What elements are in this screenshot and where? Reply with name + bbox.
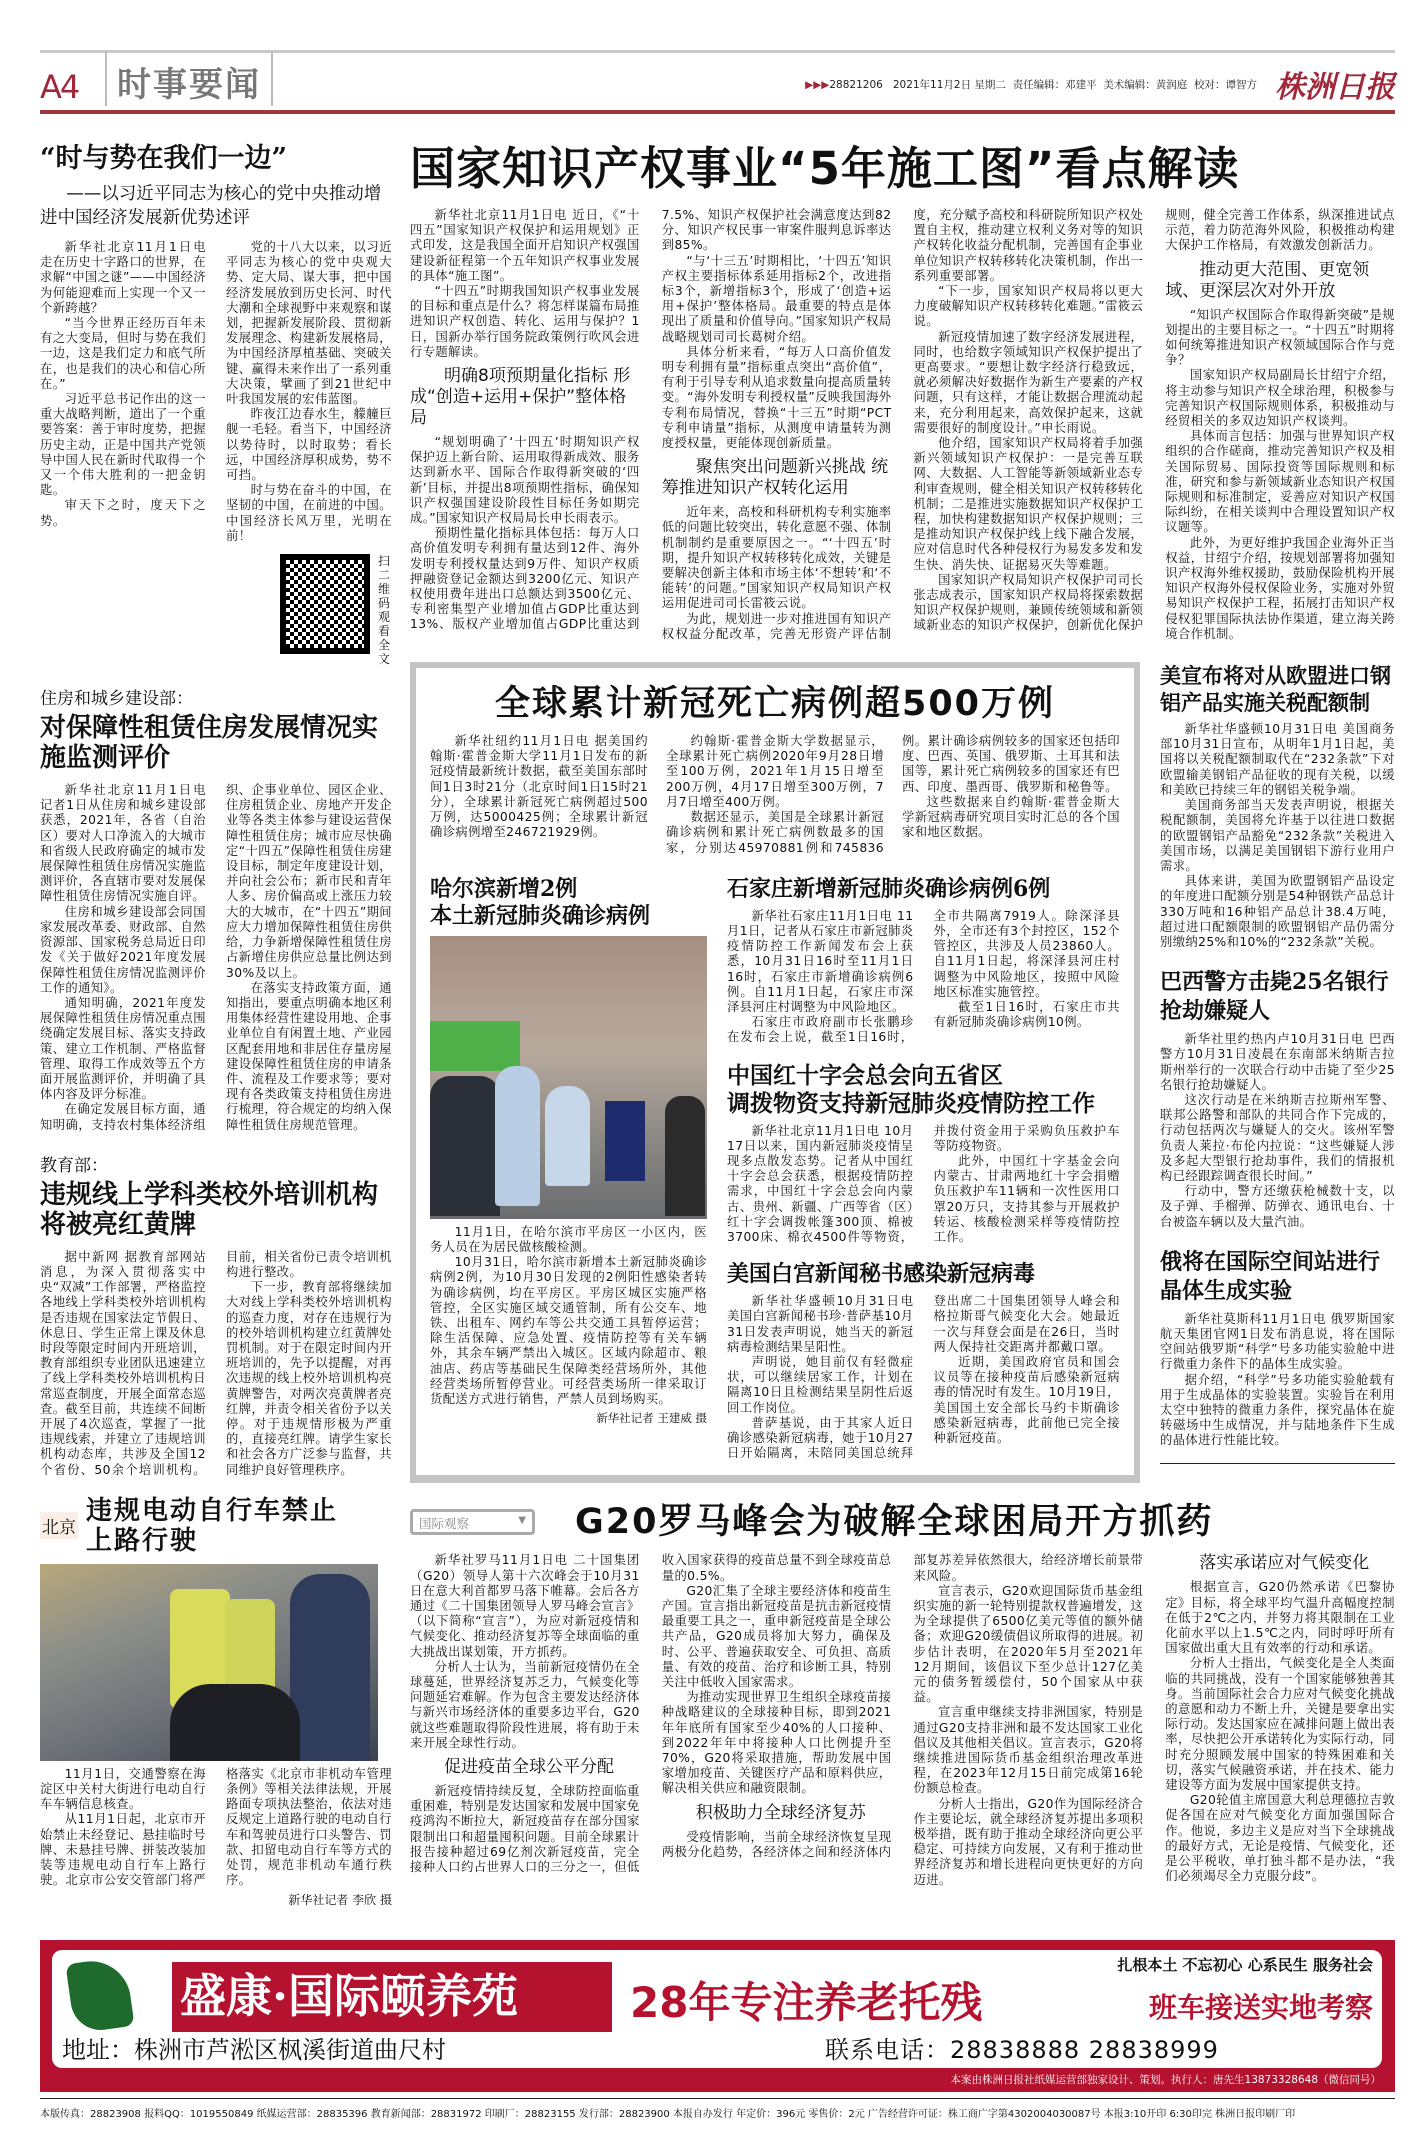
harbin-article	[430, 876, 707, 1426]
brazil-headline: 巴西警方击毙25名银行抢劫嫌疑人	[1160, 969, 1389, 1025]
beijing-credit: 新华社记者 李欣 摄	[288, 1893, 392, 1908]
sjz-headline: 石家庄新增新冠肺炎确诊病例6例	[727, 875, 1051, 902]
covid-news-column	[727, 876, 1120, 1462]
paragraph: 新华社石家庄11月1日电 11月1日，记者从石家庄市新冠肺炎疫情防控工作新闻发布会上获悉，10月31日16时至11月1日16时，石家庄市新增确诊病例6例。自11月1日起，石家庄市深泽县河庄村调整为中风险地区。	[727, 908, 914, 1014]
paragraph: 普萨基说，由于其家人近日确诊感染新冠病毒，她于10月27日开始隔离，未陪同美国总统拜登出席二十国集团领导人峰会和格拉斯哥气候变化大会。她最近一次与拜登会面是在26日，当时两人保持社交距离并都戴口罩。	[727, 1294, 1120, 1461]
paragraph: 时与势在奋斗的中国，在坚韧的中国，在前进的中国。中国经济长风万里，光明在前！	[226, 483, 392, 543]
housing-article	[40, 684, 392, 1133]
subheading: 推动更大范围、更宽领域、更深层次对外开放	[1165, 259, 1370, 301]
harbin-caption	[430, 1225, 707, 1407]
beijing-caption	[40, 1767, 392, 1889]
ad-slogan: 28年专注养老托残	[630, 1978, 983, 2028]
paragraph: 这次行动是在米纳斯吉拉斯州军警、联邦公路警和部队的共同合作下完成的，行动包括两次与嫌疑人的交火。该州军警负责人莱拉·布伦内拉说：“这些嫌疑人涉及多起大型银行抢劫事件，我们的情报机构已经跟踪调查很长时间。”	[1160, 1092, 1395, 1183]
covid-box	[410, 662, 1140, 1483]
sjz-body	[727, 909, 1120, 1046]
page-header	[40, 53, 1395, 110]
paragraph: 具体分析来看，“每万人口高价值发明专利拥有量”指标重点突出“高价值”，有利于引导专利从追求数量向提高质量转变。“海外发明专利授权量”反映我国海外专利布局情况，替换“十三五”时期“PCT专利申请量”指标，从测度申请量转为测度授权量，更能体现创新质量。	[661, 344, 892, 451]
lead-body	[40, 240, 392, 544]
main-content	[40, 142, 1395, 1926]
paragraph: G20汇集了全球主要经济体和疫苗生产国。宣言指出新冠疫苗是抗击新冠疫情最重要工具之一，重申新冠疫苗是全球公共产品，G20成员将加大努力，确保及时、公平、普遍获取安全、可负担、高质量、有效的疫苗、治疗和诊断工具，特别关注中低收入国家需求。	[661, 1583, 892, 1690]
page-number: A4	[40, 68, 79, 106]
housing-body	[40, 783, 392, 1133]
paragraph: 新冠疫情持续反复，全球防控面临重重困难，特别是发达国家和发展中国家免疫鸿沟不断拉大，新冠疫苗存在部分国家限制出口和超量囤积问题。目前全球累计报告接种超过69亿剂次新冠疫苗，完全接种人口约占世界人口的三分之一，但低收入国家获得的疫苗总量不到全球疫苗总量的0.5%。	[410, 1553, 892, 1875]
paragraph: 11月1日，在哈尔滨市平房区一小区内，医务人员在为居民做核酸检测。	[430, 1224, 707, 1254]
paragraph: 新华社北京11月1日电 10月17日以来，国内新冠肺炎疫情呈现多点散发态势。记者从中国红十字会总会获悉，根据疫情防控需求，中国红十字会总会向内蒙古、贵州、新疆、广西等省（区）红十字会调拨帐篷300顶、棉被3700床、棉衣4500件等物资，并拨付资金用于采购负压救护车等防疫物资。	[727, 1123, 1120, 1244]
paragraph: 具体而言包括：加强与世界知识产权组织的合作磋商，推动完善知识产权及相关国际贸易、国际投资等国际规则和标准，研究和参与新领域新业态知识产权国际规则和标准制定，妥善应对知识产权国际纠纷，在相关谈判中合理设置知识产权议题等。	[1165, 429, 1395, 535]
whitehouse-headline: 美国白宫新闻秘书感染新冠病毒	[727, 1261, 1036, 1288]
qr-caption: 扫二维码观看全文	[378, 554, 391, 667]
paragraph: 截至1日16时，石家庄市共有新冠肺炎确诊病例10例。	[933, 999, 1120, 1030]
russia-body	[1160, 1312, 1395, 1449]
paragraph: 他介绍，国家知识产权局将着手加强新兴领域知识产权保护：一是完善互联网、大数据、人工智能等新领域新业态专利审查规则，健全相关知识产权转移转化机制；二是推进实施数据知识产权保护工程，加快构建数据知识产权保护规则；三是推动知识产权保护线上线下融合发展，应对信息时代各种侵权行为易发多发和发生快、消失快、证据易灭失等难题。	[913, 436, 1144, 572]
g20-head	[410, 1501, 1395, 1543]
lead-subtitle: ——以习近平同志为核心的党中央推动增进中国经济发展新优势述评	[40, 184, 382, 228]
paragraph: 住房和城乡建设部会同国家发展改革委、财政部、自然资源部、国家税务总局近日印发《关于做好2021年度发展保障性租赁住房情况监测评价工作的通知》。	[40, 904, 206, 995]
newspaper-page	[0, 50, 1420, 2130]
paragraph: 近期，美国政府官员和国会议员等在接种疫苗后感染新冠病毒的情况时有发生。10月19日，美国国土安全部长马约卡斯确诊感染新冠病毒，此前他已完全接种新冠疫苗。	[933, 1354, 1120, 1445]
paragraph: 行动中，警方还缴获枪械数十支，以及子弹、手榴弹、防弹衣、通讯电台、十台被盗车辆以及大量汽油。	[1160, 1184, 1395, 1229]
page-meta	[805, 77, 1257, 92]
medic-figure	[545, 1086, 590, 1186]
ebike-check-photo	[40, 1564, 378, 1761]
divider	[271, 52, 273, 106]
paragraph: “当今世界正经历百年未有之大变局，但时与势在我们一边，这是我们定力和底气所在，也是我们的决心和信心所在。”	[40, 316, 206, 391]
newspaper-logo: 株洲日报	[1275, 70, 1395, 105]
paragraph: 数据还显示，美国是全球累计新冠确诊病例和累计死亡病例数最多的国家，分别达45970881例和745836例。累计确诊病例较多的国家还包括印度、巴西、英国、俄罗斯、土耳其和法国等，累计死亡病例较多的国家还有巴西、印度、墨西哥、俄罗斯和秘鲁等。	[666, 734, 1120, 855]
qr-block	[40, 554, 392, 666]
badge-label: 国际观察	[419, 1516, 470, 1532]
edu-body	[40, 1250, 392, 1478]
beijing-head	[40, 1496, 392, 1556]
paragraph: 为推动实现世界卫生组织全球疫苗接种战略建议的全球接种目标，即到2021年年底所有国家至少40%的人口接种、到2022年年中将接种人口比例提升至70%，G20将采取措施，帮助发展中国家增加疫苗、关键医疗产品和原料供应，解决相关供应和融资限制。	[661, 1690, 892, 1796]
paragraph: 新华社华盛顿10月31日电 美国商务部10月31日宣布，从明年1月1日起，美国将以关税配额制取代在“232条款”下对欧盟输美钢铝产品征收的现有关税，以缓和美欧已持续三年的钢铝关税争端。	[1160, 722, 1395, 797]
paragraph: 具体来讲，美国为欧盟钢铝产品设定的年度进口配额分别是54种钢铁产品总计330万吨和16种铝产品总计38.4万吨，超过进口配额限制的欧盟钢铝产品仍需分别缴纳25%和10%的“232条款”关税。	[1160, 874, 1395, 949]
paragraph: 审天下之时，度天下之势。	[40, 498, 206, 528]
paragraph: 通知明确，2021年度发展保障性租赁住房情况重点围绕确定发展目标、落实支持政策、建立工作机制、严格监督管理、取得工作成效等五个方面开展监测评价，并明确了具体内容及评分标准。	[40, 995, 206, 1102]
resident-figure	[665, 1096, 705, 1216]
paragraph: 宣言表示，G20欢迎国际货币基金组织实施的新一轮特别提款权普遍增发，这为全球提供了6500亿美元等值的额外储备；欢迎G20缓债倡议所取得的进展。初步估计表明，在2020年5月至2021年12月期间，该倡议下至少总计127亿美元的债务暂缓偿付，50个国家从中获益。	[913, 1583, 1144, 1705]
beijing-article	[40, 1496, 392, 1909]
ip-headline: 国家知识产权事业“5年施工图”看点解读	[410, 142, 1240, 195]
edu-headline: 违规线上学科类校外培训机构将被亮红黄牌	[40, 1179, 379, 1240]
paragraph: 宣言重申继续支持非洲国家，特别是通过G20支持非洲和最不发达国家工业化倡议及其他相关倡议。宣言表示，G20将继续推进国际货币基金组织治理改革进程，在2023年12月15日前完成第16轮份额总检查。	[913, 1705, 1144, 1796]
paragraph: 在落实支持政策方面，通知指出，要重点明确本地区利用集体经营性建设用地、企事业单位自有闲置土地、产业园区配套用地和非居住存量房屋建设保障性租赁住房的申请条件、流程及工作要求等；要对现有各类政策支持租赁住房进行梳理，符合规定的均纳入保障性租赁住房规范管理。	[226, 980, 392, 1132]
redcross-headline-2: 调拨物资支持新冠肺炎疫情防控工作	[727, 1089, 1095, 1117]
paragraph: “与‘十三五’时期相比，‘十四五’知识产权主要指标体系延用指标2个，改进指标3个，新增指标3个，形成了‘创造+运用+保护’整体格局。最重要的特点是体现出了质量和价值导向。”国家知识产权局战略规划司司长葛树介绍。	[661, 253, 892, 344]
proofreader: 校对：谭智方	[1194, 79, 1257, 91]
paragraph: 受疫情影响，当前全球经济恢复呈现两极分化趋势，各经济体之间和经济体内部复苏差异依然很大，给经济增长前景带来风险。	[661, 1553, 1144, 1859]
paragraph: “十四五”时期我国知识产权事业发展的目标和重点是什么？将怎样谋篇布局推进知识产权创造、转化、运用与保护？1日，国新办举行国务院政策例行吹风会进行专题解读。	[410, 284, 640, 359]
paragraph: 据介绍，“科学”号多功能实验舱载有用于生成晶体的实验装置。实验旨在利用太空中独特的微重力条件，探究晶体在旋转磁场中生成情况，并与陆地条件下生成的晶体进行性能比较。	[1160, 1372, 1395, 1448]
paragraph: 下一步，教育部将继续加大对线上学科类校外培训机构的巡查力度，对存在违规行为的校外培训机构建立红黄牌处罚机制。对于在限定时间内开班培训的，先予以提醒，对再次违规的线上校外培训机构亮黄牌警告，对两次亮黄牌者亮红牌，并责令相关省份予以关停。对于违规情形极为严重的，直接亮红牌。请学生家长和社会各方广泛参与监督，共同维护良好管理秩序。	[226, 1280, 392, 1477]
lead-article	[40, 142, 392, 666]
paragraph: “规划明确了‘十四五’时期知识产权保护迈上新台阶、运用取得新成效、服务达到新水平、国际合作取得新突破的‘四新’目标，并提出8项预期性指标，确保知识产权强国建设阶段性目标任务如期完成。”国家知识产权局局长申长雨表示。	[410, 435, 640, 526]
paragraph: 声明说，她目前仅有轻微症状，可以继续居家工作，计划在隔离10日且检测结果呈阴性后返回工作岗位。	[727, 1354, 914, 1415]
beijing-tag: 北京	[40, 1512, 78, 1539]
subheading: 明确8项预期量化指标 形成“创造+运用+保护”整体格局	[410, 366, 631, 429]
paragraph: 新华社里约热内卢10月31日电 巴西警方10月31日凌晨在东南部米纳斯吉拉斯州举行的一次联合行动中击毙了至少25名银行抢劫嫌疑人。	[1160, 1032, 1395, 1092]
paragraph: 近年来，高校和科研机构专利实施率低的问题比较突出，转化意愿不强、体制机制制约是重要原因之一。“‘十四五’时期，提升知识产权转移转化成效，关键是要解决创新主体和市场主体‘不想转’和‘不能转’的问题。”国家知识产权局知识产权运用促进司司长雷筱云说。	[661, 505, 892, 611]
paragraph: 这些数据来自约翰斯·霍普金斯大学新冠病毒研究项目实时汇总的各个国家和地区数据。	[902, 794, 1120, 840]
harbin-testing-photo	[430, 936, 707, 1219]
paragraph: 新华社华盛顿10月31日电 美国白宫新闻秘书珍·普萨基10月31日发表声明说，她当天的新冠病毒检测结果呈阳性。	[727, 1294, 914, 1354]
green-container	[430, 1021, 520, 1071]
paragraph: 习近平总书记作出的这一重大战略判断，道出了一个重要答案：善于审时度势，把握历史主动，正是中国共产党领导中国人民在新时代取得一个又一个伟大胜利的一把金钥匙。	[40, 392, 206, 498]
paragraph: 新华社北京11月1日电 近日，《“十四五”国家知识产权保护和运用规划》正式印发，这是我国全面开启知识产权强国建设新征程第一个五年知识产权事业发展的具体“施工图”。	[410, 208, 640, 283]
paragraph: 分析人士指出，G20作为国际经济合作主要论坛，就全球经济复苏提出多项积极举措，既有助于推动全球经济向更公平稳定、可持续方向发展，又有利于推动世界经济复苏和增长进程向更快更好的方向迈进。	[913, 1796, 1144, 1887]
divider	[1160, 1463, 1395, 1464]
paragraph: 新华社莫斯科11月1日电 俄罗斯国家航天集团官网1日发布消息说，将在国际空间站俄罗斯“科学”号多功能实验舱中进行微重力条件下的晶体生成实验。	[1160, 1311, 1395, 1372]
paragraph: 在确定发展目标方面，通知明确，支持农村集体经济组织、企事业单位、园区企业、住房租赁企业、房地产开发企业等各类主体参与建设运营保障性租赁住房；城市应尽快确定“十四五”保障性租赁住房建设目标，制定年度建设计划，并向社会公布；新市民和青年人多、房价偏高或上涨压力较大的大城市，在“十四五”期间应大力增加保障性租赁住房供给，力争新增保障性租赁住房占新增住房供应总量比例达到30%及以上。	[40, 783, 392, 1132]
hotline: 28821206	[829, 79, 883, 91]
ebike-shape	[170, 1684, 300, 1761]
steel-headline: 美宣布将对从欧盟进口钢铝产品实施关税配额制	[1160, 663, 1391, 716]
g20-body	[410, 1553, 1395, 1887]
ad-brand: 盛康·国际颐养苑	[172, 1962, 612, 2032]
g20-article	[410, 1501, 1395, 1887]
beijing-headline: 违规电动自行车禁止上路行驶	[86, 1495, 339, 1556]
ad-subslogan: 班车接送实地考察	[1148, 1991, 1373, 2025]
harbin-credit: 新华社记者 王建威 摄	[596, 1411, 707, 1426]
section-title: 时事要闻	[117, 65, 261, 105]
date: 2021年11月2日 星期二	[892, 79, 1006, 91]
paragraph: 为此，规划进一步对推进国有知识产权权益分配改革，完善无形资产评估制度，充分赋予高校和科研院所知识产权处置自主权，推动建立权利义务对等的知识产权转化收益分配机制，完善国有企事业单位知识产权转移转化决策机制，作出一系列重要部署。	[661, 208, 1144, 641]
right-area	[410, 142, 1395, 1888]
advertisement[interactable]	[40, 1940, 1395, 2092]
housing-headline: 对保障性租赁住房发展情况实施监测评价	[40, 713, 379, 774]
paragraph: 分析人士认为，当前新冠疫情仍在全球蔓延，世界经济复苏乏力，气候变化等问题延宕难解。作为包含主要发达经济体与新兴市场经济体的重要多边平台，G20就这些难题取得阶段性进展，将有助于未来开展全球性行动。	[410, 1659, 640, 1750]
g20-headline: G20罗马峰会为破解全球困局开方抓药	[575, 1502, 1214, 1543]
housing-label: 住房和城乡建设部：	[40, 689, 193, 710]
paragraph: 10月31日，哈尔滨市新增本土新冠肺炎确诊病例2例，为10月30日发现的2例阳性感染者转为确诊病例，均在平房区。平房区城区实施严格管控，全区实施区域交通管制，所有公交车、地铁、出租车、网约车等公共交通工具暂停运营；除生活保障、应急处置、疫情防控等有关车辆外，其余车辆严禁出入城区。区域内除超市、粮油店、药店等基础民生保障类经营场所外，其他经营类场所暂停营业。可经营类场所一律采取订货配送方式进行销售，严禁人员到场购买。	[430, 1255, 707, 1406]
redcross-headline-1: 中国红十字会总会向五省区	[727, 1061, 1003, 1089]
paragraph: 国家知识产权局知识产权保护司司长张志成表示，国家知识产权局将探索数据知识产权保护规则，兼顾传统领域和新领域新业态的知识产权保护，创新优化保护规则，健全完善工作体系，纵深推进试点示范，着力防范海外风险，积极推动构建大保护工作格局，有效激发创新活力。	[913, 208, 1395, 633]
qr-code[interactable]	[280, 554, 370, 654]
paragraph: 新华社罗马11月1日电 二十国集团（G20）领导人第十六次峰会于10月31日在意大利首都罗马落下帷幕。会后各方通过《二十国集团领导人罗马峰会宣言》（以下简称“宣言”），为应对新冠疫情和气候变化、推动经济复苏等全球面临的重大挑战出谋划策，开方抓药。	[410, 1553, 640, 1659]
paragraph: 昨夜江边春水生，艨艟巨舰一毛轻。看当下，中国经济以势待时，以时取势；看长远，中国经济厚积成势，势不可挡。	[226, 407, 392, 483]
subheading: 促进疫苗全球公平分配	[444, 1757, 614, 1778]
paragraph: 根据宣言，G20仍然承诺《巴黎协定》目标，将全球平均气温升高幅度控制在低于2℃之内，并努力将其限制在工业化前水平以上1.5℃之内，同时呼吁所有国家做出重大且有效率的行动和承诺。	[1165, 1580, 1395, 1656]
paragraph: 11月1日，交通警察在海淀区中关村大街进行电动自行车车辆信息核查。	[40, 1766, 206, 1812]
covid-headline: 全球累计新冠死亡病例超500万例	[494, 684, 1056, 725]
chair-shape	[605, 1101, 645, 1181]
paragraph: 新华社纽约11月1日电 据美国约翰斯·霍普金斯大学11月1日发布的新冠疫情最新统计数据，截至美国东部时间1日3时21分（北京时间1日15时21分），全球累计新冠死亡病例超过500万例，达5000425例；全球累计新冠确诊病例增至246721929例。	[430, 734, 648, 840]
harbin-headline-1: 哈尔滨新增2例	[430, 875, 578, 902]
russia-headline: 俄将在国际空间站进行晶体生成实验	[1160, 1248, 1381, 1304]
paragraph: “知识产权国际合作取得新突破”是规划提出的主要目标之一。“十四五”时期将如何统筹推进知识产权领域国际合作与竞争？	[1165, 307, 1395, 368]
paragraph: 新冠疫情加速了数字经济发展进程，同时，也给数字领域知识产权保护提出了更高要求。“要想让数字经济行稳致远，就必须解决好数据作为新生产要素的产权问题，只有这样，才能让数据合理流动起来，充分利用起来，高效保护起来，这就需要很好的制度设计。”申长雨说。	[913, 329, 1144, 435]
whitehouse-body	[727, 1294, 1120, 1461]
paragraph: 从11月1日起，北京市开始禁止未经登记、悬挂临时号牌、未悬挂号牌、拼装改装加装等违规电动自行车上路行驶。北京市公安交管部门将严格落实《北京市非机动车管理条例》等相关法律法规，开展路面专项执法整治，依法对违反规定上道路行驶的电动自行车和驾驶员进行口头警告、罚款、扣留电动自行车等方式的处罚，规范非机动车通行秩序。	[40, 1766, 392, 1888]
edu-article	[40, 1151, 392, 1478]
paragraph: “下一步，国家知识产权局将以更大力度破解知识产权转移转化难题。”雷筱云说。	[913, 284, 1144, 329]
ad-motto: 扎根本土 不忘初心 心系民生 服务社会	[1117, 1956, 1373, 1975]
paragraph: G20轮值主席国意大利总理德拉吉敦促各国在应对气候变化方面加强国际合作。他说，多边主义是应对当下全球挑战的最好方式，无论是疫情、气候变化，还是公平税收，单打独斗都不是办法，“我们必须竭尽全力克服分歧”。	[1165, 1793, 1395, 1884]
editor: 责任编辑：邓建平	[1012, 79, 1097, 91]
triangle-icon: ▼	[518, 1515, 526, 1527]
paragraph: 此外，为更好维护我国企业海外正当权益，甘绍宁介绍，按规划部署将加强知识产权海外维权援助，鼓励保险机构开展知识产权海外侵权保险业务，实施对外贸易知识产权保护工程，拓展打击知识产权侵权犯罪国际执法协作渠道，建立海关跨境合作机制。	[1165, 535, 1395, 641]
ad-address: 地址：株洲市芦淞区枫溪街道曲尺村	[62, 2036, 446, 2065]
paragraph: 分析人士指出，气候变化是全人类面临的共同挑战，没有一个国家能够独善其身。当前国际社会合力应对气候变化挑战的意愿和动力不断上升，关键是要拿出实际行动。发达国家应在减排问题上做出表率，尽快把公开承诺转化为实际行动，同时充分照顾发展中国家的特殊困难和关切，落实气候融资承诺，并在技术、能力建设等方面为发展中国家提供支持。	[1165, 1656, 1395, 1793]
middle-row	[410, 662, 1395, 1483]
paragraph: 国家知识产权局副局长甘绍宁介绍，将主动参与知识产权全球治理，积极参与完善知识产权国际规则体系，积极推动与经贸相关的多双边知识产权谈判。	[1165, 368, 1395, 429]
rider-figure	[290, 1574, 370, 1761]
redcross-body	[727, 1124, 1120, 1246]
paragraph: 石家庄市政府副市长张鹏珍在发布会上说，截至1日16时，全市共隔离7919人。除深泽县外，全市还有3个封控区，152个管控区，共涉及人员23860人。自11月1日起，将深泽县河庄村调整为中风险地区，按照中风险地区标准实施管控。	[727, 908, 1120, 1045]
paragraph: 新华社北京11月1日电 走在历史十字路口的世界，在求解“中国之谜”——中国经济为何能迎难而上实现一个又一个新跨越？	[40, 240, 206, 315]
harbin-headline-2: 本土新冠肺炎确诊病例	[430, 902, 651, 929]
divider	[105, 52, 107, 106]
art-editor: 美术编辑：黄润庭	[1103, 79, 1188, 91]
ad-credit: 本案由株洲日报社纸媒运营部独家设计、策划。执行人：唐先生13873328648（微信同号）	[950, 2074, 1381, 2087]
left-column	[40, 142, 392, 1926]
ad-phone[interactable]: 联系电话：28838888 28838999	[825, 2036, 1219, 2065]
paragraph: 预期性量化指标具体包括：每万人口高价值发明专利拥有量达到12件、海外发明专利授权量达到9万件、知识产权质押融资登记金额达到3200亿元、知识产权使用费年进出口总额达到3500亿元、专利密集型产业增加值占GDP比重达到13%、版权产业增加值占GDP比重达到7.5%、知识产权保护社会满意度达到82分、知识产权民事一审案件服判息诉率达到85%。	[410, 208, 892, 632]
paragraph: 新华社北京11月1日电 记者1日从住房和城乡建设部获悉，2021年，各省（自治区）要对人口净流入的大城市和省级人民政府确定的城市发展保障性租赁住房情况实施监测评价，各直辖市要对发展保障性租赁住房情况实施自评。	[40, 783, 206, 904]
header-rule	[40, 110, 1395, 114]
footer-info: 本版传真：28823908 报料QQ：1019550849 纸媒运营部：28835396 教育新闻部：28831972 印刷厂：28823155 发行部：28823900 本报自办发行 年定价：396元 零售价：2元 广告经营许可证：株工商广字第4302004030087号 本报3:10开印 6:30印完 株洲日报印刷厂印	[40, 2098, 1395, 2130]
covid-body	[430, 734, 1120, 856]
car-shape	[430, 1076, 500, 1216]
subheading: 积极助力全球经济复苏	[695, 1802, 866, 1823]
paragraph: 美国商务部当天发表声明说，根据关税配额制，美国将允许基于以往进口数据的欧盟钢铝产品豁免“232条款”关税进入美国市场，以满足美国钢铝下游行业用户需求。	[1160, 798, 1395, 873]
subheading: 聚焦突出问题新兴挑战 统筹推进知识产权转化运用	[661, 457, 889, 499]
section-badge	[410, 1509, 535, 1535]
paragraph: 约翰斯·霍普金斯大学数据显示，全球累计死亡病例2020年9月28日增至100万例，2021年1月15日增至200万例，4月17日增至300万例，7月7日增至400万例。	[666, 734, 884, 809]
paragraph: 据中新网 据教育部网站消息，为深入贯彻落实中央“双减”工作部署，严格监控各地线上学科类校外培训机构是否违规在国家法定节假日、休息日、学生正常上课及休息时段等限定时间内开班培训，教育部组织专业团队迅速建立了线上学科类校外培训机构日常巡查制度，开展全面常态巡查。截至目前，共连续不间断开展了4次巡查，掌握了一批违规线索，并建立了违规培训机构动态库，共涉及全国12个省份、50余个培训机构。目前，相关省份已责令培训机构进行整改。	[40, 1249, 392, 1477]
paragraph: 党的十八大以来，以习近平同志为核心的党中央观大势、定大局、谋大事，把中国经济发展放到历史长河、时代大潮和全球视野中来观察和谋划，把握新发展阶段、贯彻新发展理念、构建新发展格局，为中国经济厚植基础、突破关键、赢得未来作出了一系列重大决策，擘画了到21世纪中叶我国发展的宏伟蓝图。	[226, 240, 392, 407]
ip-body	[410, 208, 1395, 642]
paragraph: 此外，中国红十字基金会向内蒙古、甘肃两地红十字会捐赠负压救护车11辆和一次性医用口罩20万只，支持其参与开展救护转运、核酸检测采样等疫情防控工作。	[933, 1153, 1120, 1244]
covid-subrow	[430, 876, 1120, 1462]
lead-title: “时与势在我们一边”	[40, 143, 288, 174]
medic-figure	[495, 1066, 540, 1206]
steel-body	[1160, 722, 1395, 950]
subheading: 落实承诺应对气候变化	[1199, 1553, 1370, 1574]
arrows-icon: ▶▶▶	[805, 79, 830, 91]
right-column	[1160, 662, 1395, 1464]
edu-label: 教育部：	[40, 1155, 108, 1176]
brazil-body	[1160, 1032, 1395, 1230]
